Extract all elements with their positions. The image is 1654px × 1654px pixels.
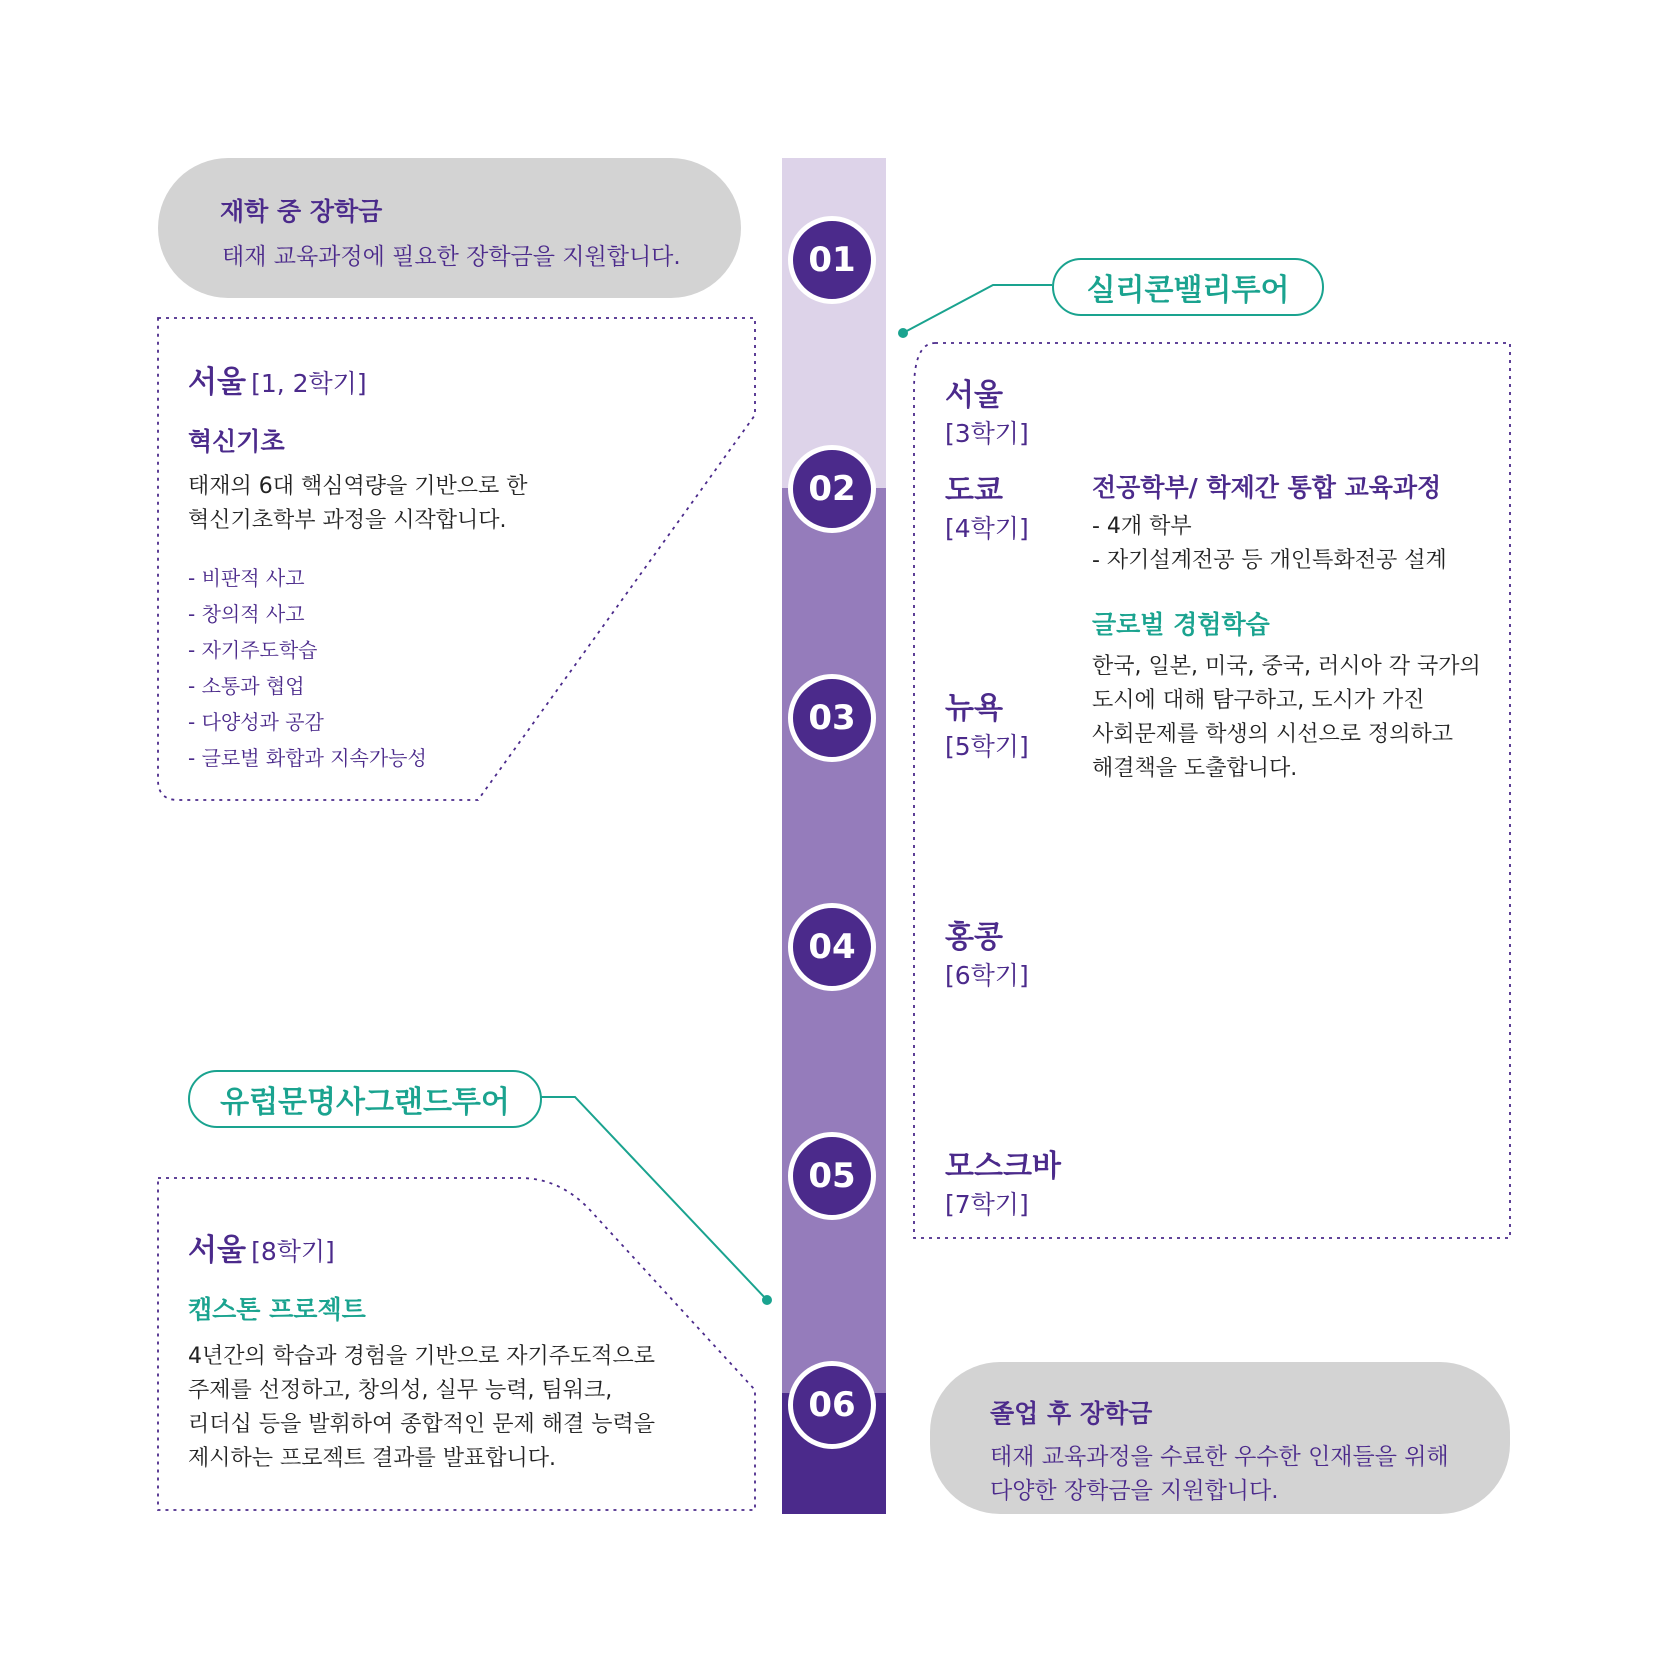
- competency-item: - 창의적 사고: [188, 602, 305, 626]
- scholarship-after-text: [990, 1440, 1449, 1508]
- seoul-intro-header: [188, 357, 367, 401]
- city-semester: [4학기]: [945, 514, 1029, 543]
- city-name: 서울: [945, 378, 1003, 413]
- competency-list: [188, 560, 427, 776]
- city-semester: [7학기]: [945, 1190, 1029, 1219]
- city-entry: [945, 912, 1029, 992]
- capstone-city: 서울: [188, 1233, 246, 1268]
- scholarship-after-line: 태재 교육과정을 수료한 우수한 인재들을 위해: [990, 1444, 1449, 1470]
- scholarship-during-text: 태재 교육과정에 필요한 장학금을 지원합니다.: [222, 244, 681, 270]
- europe-tour-label: 유럽문명사그랜드투어: [188, 1070, 542, 1128]
- capstone-header: [188, 1225, 335, 1269]
- city-name: 도쿄: [945, 473, 1003, 508]
- global-learning-line: 도시에 대해 탐구하고, 도시가 가진: [1092, 688, 1425, 713]
- city-name: 홍콩: [945, 920, 1003, 955]
- competency-item: - 비판적 사고: [188, 566, 305, 590]
- step-06-circle: 06: [788, 1361, 876, 1449]
- city-entry: [945, 1141, 1061, 1221]
- competency-item: - 자기주도학습: [188, 638, 318, 662]
- capstone-line: 주제를 선정하고, 창의성, 실무 능력, 팀워크,: [188, 1378, 613, 1403]
- silicon-valley-connector: [903, 285, 1052, 333]
- competency-item: - 소통과 협업: [188, 674, 305, 698]
- global-learning-heading: 글로벌 경험학습: [1092, 610, 1270, 639]
- scholarship-after-line: 다양한 장학금을 지원합니다.: [990, 1478, 1279, 1504]
- capstone-semester: [8학기]: [251, 1237, 335, 1266]
- europe-connector: [540, 1097, 767, 1300]
- silicon-valley-tour-label: 실리콘밸리투어: [1052, 258, 1324, 316]
- seoul-intro-heading: 혁신기초: [188, 427, 285, 456]
- seoul-intro-city: 서울: [188, 365, 246, 400]
- step-05-circle: 05: [788, 1132, 876, 1220]
- seoul-intro-semester: [1, 2학기]: [251, 369, 367, 398]
- global-learning-line: 한국, 일본, 미국, 중국, 러시아 각 국가의: [1092, 654, 1481, 679]
- city-entry: [945, 683, 1029, 763]
- scholarship-after-pill: [930, 1362, 1510, 1514]
- global-learning-body: [1092, 650, 1481, 786]
- competency-item: - 글로벌 화합과 지속가능성: [188, 746, 427, 770]
- europe-connector-dot: [762, 1295, 772, 1305]
- scholarship-during-title: 재학 중 장학금: [220, 197, 383, 226]
- city-semester: [5학기]: [945, 732, 1029, 761]
- global-learning-line: 사회문제를 학생의 시선으로 정의하고: [1092, 722, 1454, 747]
- step-02-circle: 02: [788, 445, 876, 533]
- city-semester: [3학기]: [945, 419, 1029, 448]
- step-04-circle: 04: [788, 903, 876, 991]
- capstone-body: [188, 1340, 655, 1476]
- step-01-circle: 01: [788, 216, 876, 304]
- major-program-list: [1092, 510, 1447, 578]
- capstone-line: 리더십 등을 발휘하여 종합적인 문제 해결 능력을: [188, 1412, 656, 1437]
- major-program-item: - 자기설계전공 등 개인특화전공 설계: [1092, 548, 1447, 573]
- city-semester: [6학기]: [945, 961, 1029, 990]
- city-entry: [945, 370, 1029, 450]
- seoul-intro-body-line: 태재의 6대 핵심역량을 기반으로 한: [188, 474, 528, 499]
- scholarship-during-pill: [158, 158, 741, 298]
- seoul-intro-body: [188, 470, 528, 538]
- city-entry: [945, 465, 1029, 545]
- major-program-item: - 4개 학부: [1092, 514, 1192, 539]
- capstone-heading: 캡스톤 프로젝트: [188, 1295, 366, 1324]
- global-learning-line: 해결책을 도출합니다.: [1092, 756, 1298, 781]
- city-name: 뉴욕: [945, 691, 1003, 726]
- timeline-bar-upper: [782, 158, 886, 488]
- seoul-intro-body-line: 혁신기초학부 과정을 시작합니다.: [188, 508, 507, 533]
- competency-item: - 다양성과 공감: [188, 710, 324, 734]
- silicon-valley-connector-dot: [898, 328, 908, 338]
- capstone-line: 제시하는 프로젝트 결과를 발표합니다.: [188, 1446, 557, 1471]
- capstone-line: 4년간의 학습과 경험을 기반으로 자기주도적으로: [188, 1344, 656, 1369]
- scholarship-after-title: 졸업 후 장학금: [990, 1399, 1153, 1428]
- major-program-heading: 전공학부/ 학제간 통합 교육과정: [1092, 473, 1442, 502]
- city-name: 모스크바: [945, 1149, 1061, 1184]
- step-03-circle: 03: [788, 674, 876, 762]
